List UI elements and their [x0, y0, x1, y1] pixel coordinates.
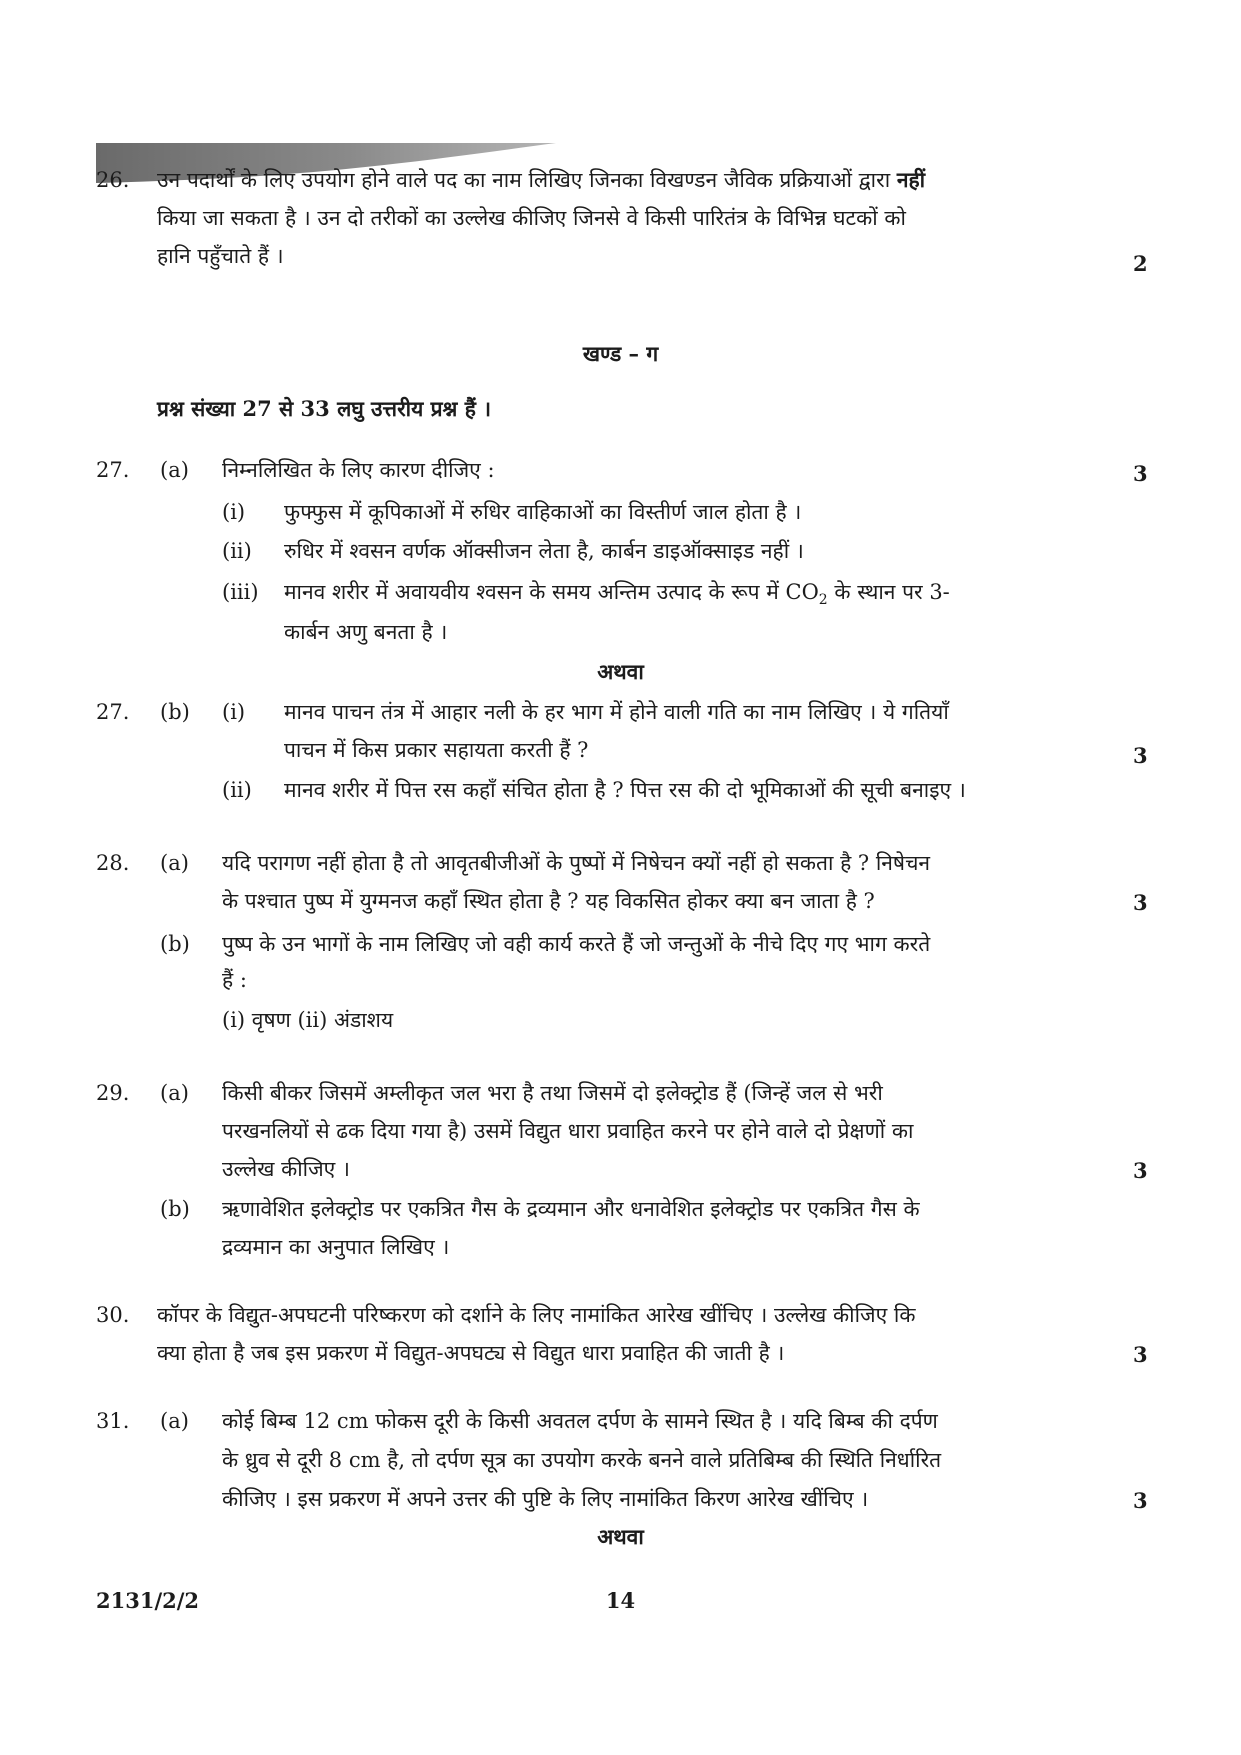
q26-emphasis-not: नहीं [896, 167, 926, 192]
q30-marks: 3 [1133, 1342, 1148, 1367]
q29a-line-1: किसी बीकर जिसमें अम्लीकृत जल भरा है तथा जिसमें दो इलेक्ट्रोड हैं (जिन्हें जल से भरी [222, 1081, 883, 1105]
section-note: प्रश्न संख्या 27 से 33 लघु उत्तरीय प्रश्न हैं । [157, 396, 492, 421]
q28b-line-3: (i) वृषण (ii) अंडाशय [222, 1008, 394, 1032]
question-number-29: 29. [96, 1081, 130, 1105]
q29a-line-3: उल्लेख कीजिए । [222, 1157, 350, 1181]
q29a-part-label: (a) [160, 1081, 189, 1105]
q27b-ii-label: (ii) [222, 778, 252, 802]
q31a-part-label: (a) [160, 1409, 189, 1433]
q29a-line-2: परखनलियों से ढक दिया गया है) उसमें विद्युत धारा प्रवाहित करने पर होने वाले दो प्रेक्षणों का [222, 1119, 914, 1143]
q27a-part-label: (a) [160, 458, 189, 482]
q27b-i-label: (i) [222, 700, 246, 724]
paper-code: 2131/2/2 [96, 1588, 200, 1613]
q28a-line-1: यदि परागण नहीं होता है तो आवृतबीजीओं के पुष्पों में निषेचन क्यों नहीं हो सकता है ? निषेचन [222, 851, 931, 875]
q27a-ii-text: रुधिर में श्वसन वर्णक ऑक्सीजन लेता है, कार्बन डाइऑक्साइड नहीं । [284, 539, 804, 563]
q27a-iii-line-2: कार्बन अणु बनता है । [284, 620, 448, 644]
q26-marks: 2 [1133, 251, 1148, 276]
q30-line-1: कॉपर के विद्युत-अपघटनी परिष्करण को दर्शाने के लिए नामांकित आरेख खींचिए । उल्लेख कीजिए कि [157, 1303, 916, 1327]
q31a-line-3: कीजिए । इस प्रकरण में अपने उत्तर की पुष्टि के लिए नामांकित किरण आरेख खींचिए । [222, 1487, 869, 1511]
q27a-iii-text-b: के स्थान पर 3- [827, 580, 950, 604]
question-number-28: 28. [96, 851, 130, 875]
page-number: 14 [605, 1588, 636, 1613]
q27a-iii-subscript: 2 [818, 592, 828, 609]
section-title: खण्ड – ग [582, 341, 659, 366]
q26-line-3: हानि पहुँचाते हैं । [157, 244, 284, 268]
q31a-line-2: के ध्रुव से दूरी 8 cm है, तो दर्पण सूत्र का उपयोग करके बनने वाले प्रतिबिम्ब की स्थिति निर्धारित [222, 1448, 942, 1472]
q28a-line-2: के पश्चात पुष्प में युग्मनज कहाँ स्थित होता है ? यह विकसित होकर क्या बन जाता है ? [222, 889, 875, 913]
q26-line-2: किया जा सकता है । उन दो तरीकों का उल्लेख कीजिए जिनसे वे किसी पारितंत्र के विभिन्न घटकों को [157, 206, 906, 230]
q31-marks: 3 [1133, 1488, 1148, 1513]
q27b-i-line-2: पाचन में किस प्रकार सहायता करती हैं ? [284, 738, 589, 762]
q27a-marks: 3 [1133, 461, 1148, 486]
q28b-line-1: पुष्प के उन भागों के नाम लिखिए जो वही कार्य करते हैं जो जन्तुओं के नीचे दिए गए भाग करते [222, 932, 931, 956]
q28a-part-label: (a) [160, 851, 189, 875]
q27a-i-text: फुफ्फुस में कूपिकाओं में रुधिर वाहिकाओं का विस्तीर्ण जाल होता है । [284, 500, 802, 524]
q29b-line-1: ऋणावेशित इलेक्ट्रोड पर एकत्रित गैस के द्रव्यमान और धनावेशित इलेक्ट्रोड पर एकत्रित गैस के [222, 1197, 920, 1221]
q26-line-1-text: उन पदार्थों के लिए उपयोग होने वाले पद का नाम लिखिए जिनका विखण्डन जैविक प्रक्रियाओं द्वारा [157, 168, 891, 192]
question-number-26: 26. [96, 168, 130, 192]
q27a-stem: निम्नलिखित के लिए कारण दीजिए : [222, 458, 495, 482]
q27a-iii-line-1 [284, 577, 950, 615]
question-number-27a: 27. [96, 458, 130, 482]
q27a-i-label: (i) [222, 500, 246, 524]
q27b-ii-text: मानव शरीर में पित्त रस कहाँ संचित होता है ? पित्त रस की दो भूमिकाओं की सूची बनाइए । [284, 778, 966, 802]
q26-line-1 [157, 165, 925, 195]
q29-marks: 3 [1133, 1158, 1148, 1183]
or-divider-2: अथवा [597, 1524, 644, 1549]
question-number-27b: 27. [96, 700, 130, 724]
q29b-part-label: (b) [160, 1197, 190, 1221]
q27b-i-line-1: मानव पाचन तंत्र में आहार नली के हर भाग में होने वाली गति का नाम लिखिए । ये गतियाँ [284, 700, 949, 724]
q27a-iii-label: (iii) [222, 580, 259, 604]
q31a-line-1: कोई बिम्ब 12 cm फोकस दूरी के किसी अवतल दर्पण के सामने स्थित है । यदि बिम्ब की दर्पण [222, 1409, 938, 1433]
q28b-part-label: (b) [160, 932, 190, 956]
q27b-marks: 3 [1133, 743, 1148, 768]
question-number-31: 31. [96, 1409, 130, 1433]
q28b-line-2: हैं : [222, 968, 247, 992]
q27a-ii-label: (ii) [222, 539, 252, 563]
q29b-line-2: द्रव्यमान का अनुपात लिखिए । [222, 1235, 450, 1259]
q27b-part-label: (b) [160, 700, 190, 724]
or-divider-1: अथवा [597, 659, 644, 684]
question-number-30: 30. [96, 1303, 130, 1327]
q28-marks: 3 [1133, 890, 1148, 915]
q30-line-2: क्या होता है जब इस प्रकरण में विद्युत-अपघट्य से विद्युत धारा प्रवाहित की जाती है । [157, 1341, 785, 1365]
q27a-iii-text-a: मानव शरीर में अवायवीय श्वसन के समय अन्तिम उत्पाद के रूप में CO [284, 580, 819, 604]
